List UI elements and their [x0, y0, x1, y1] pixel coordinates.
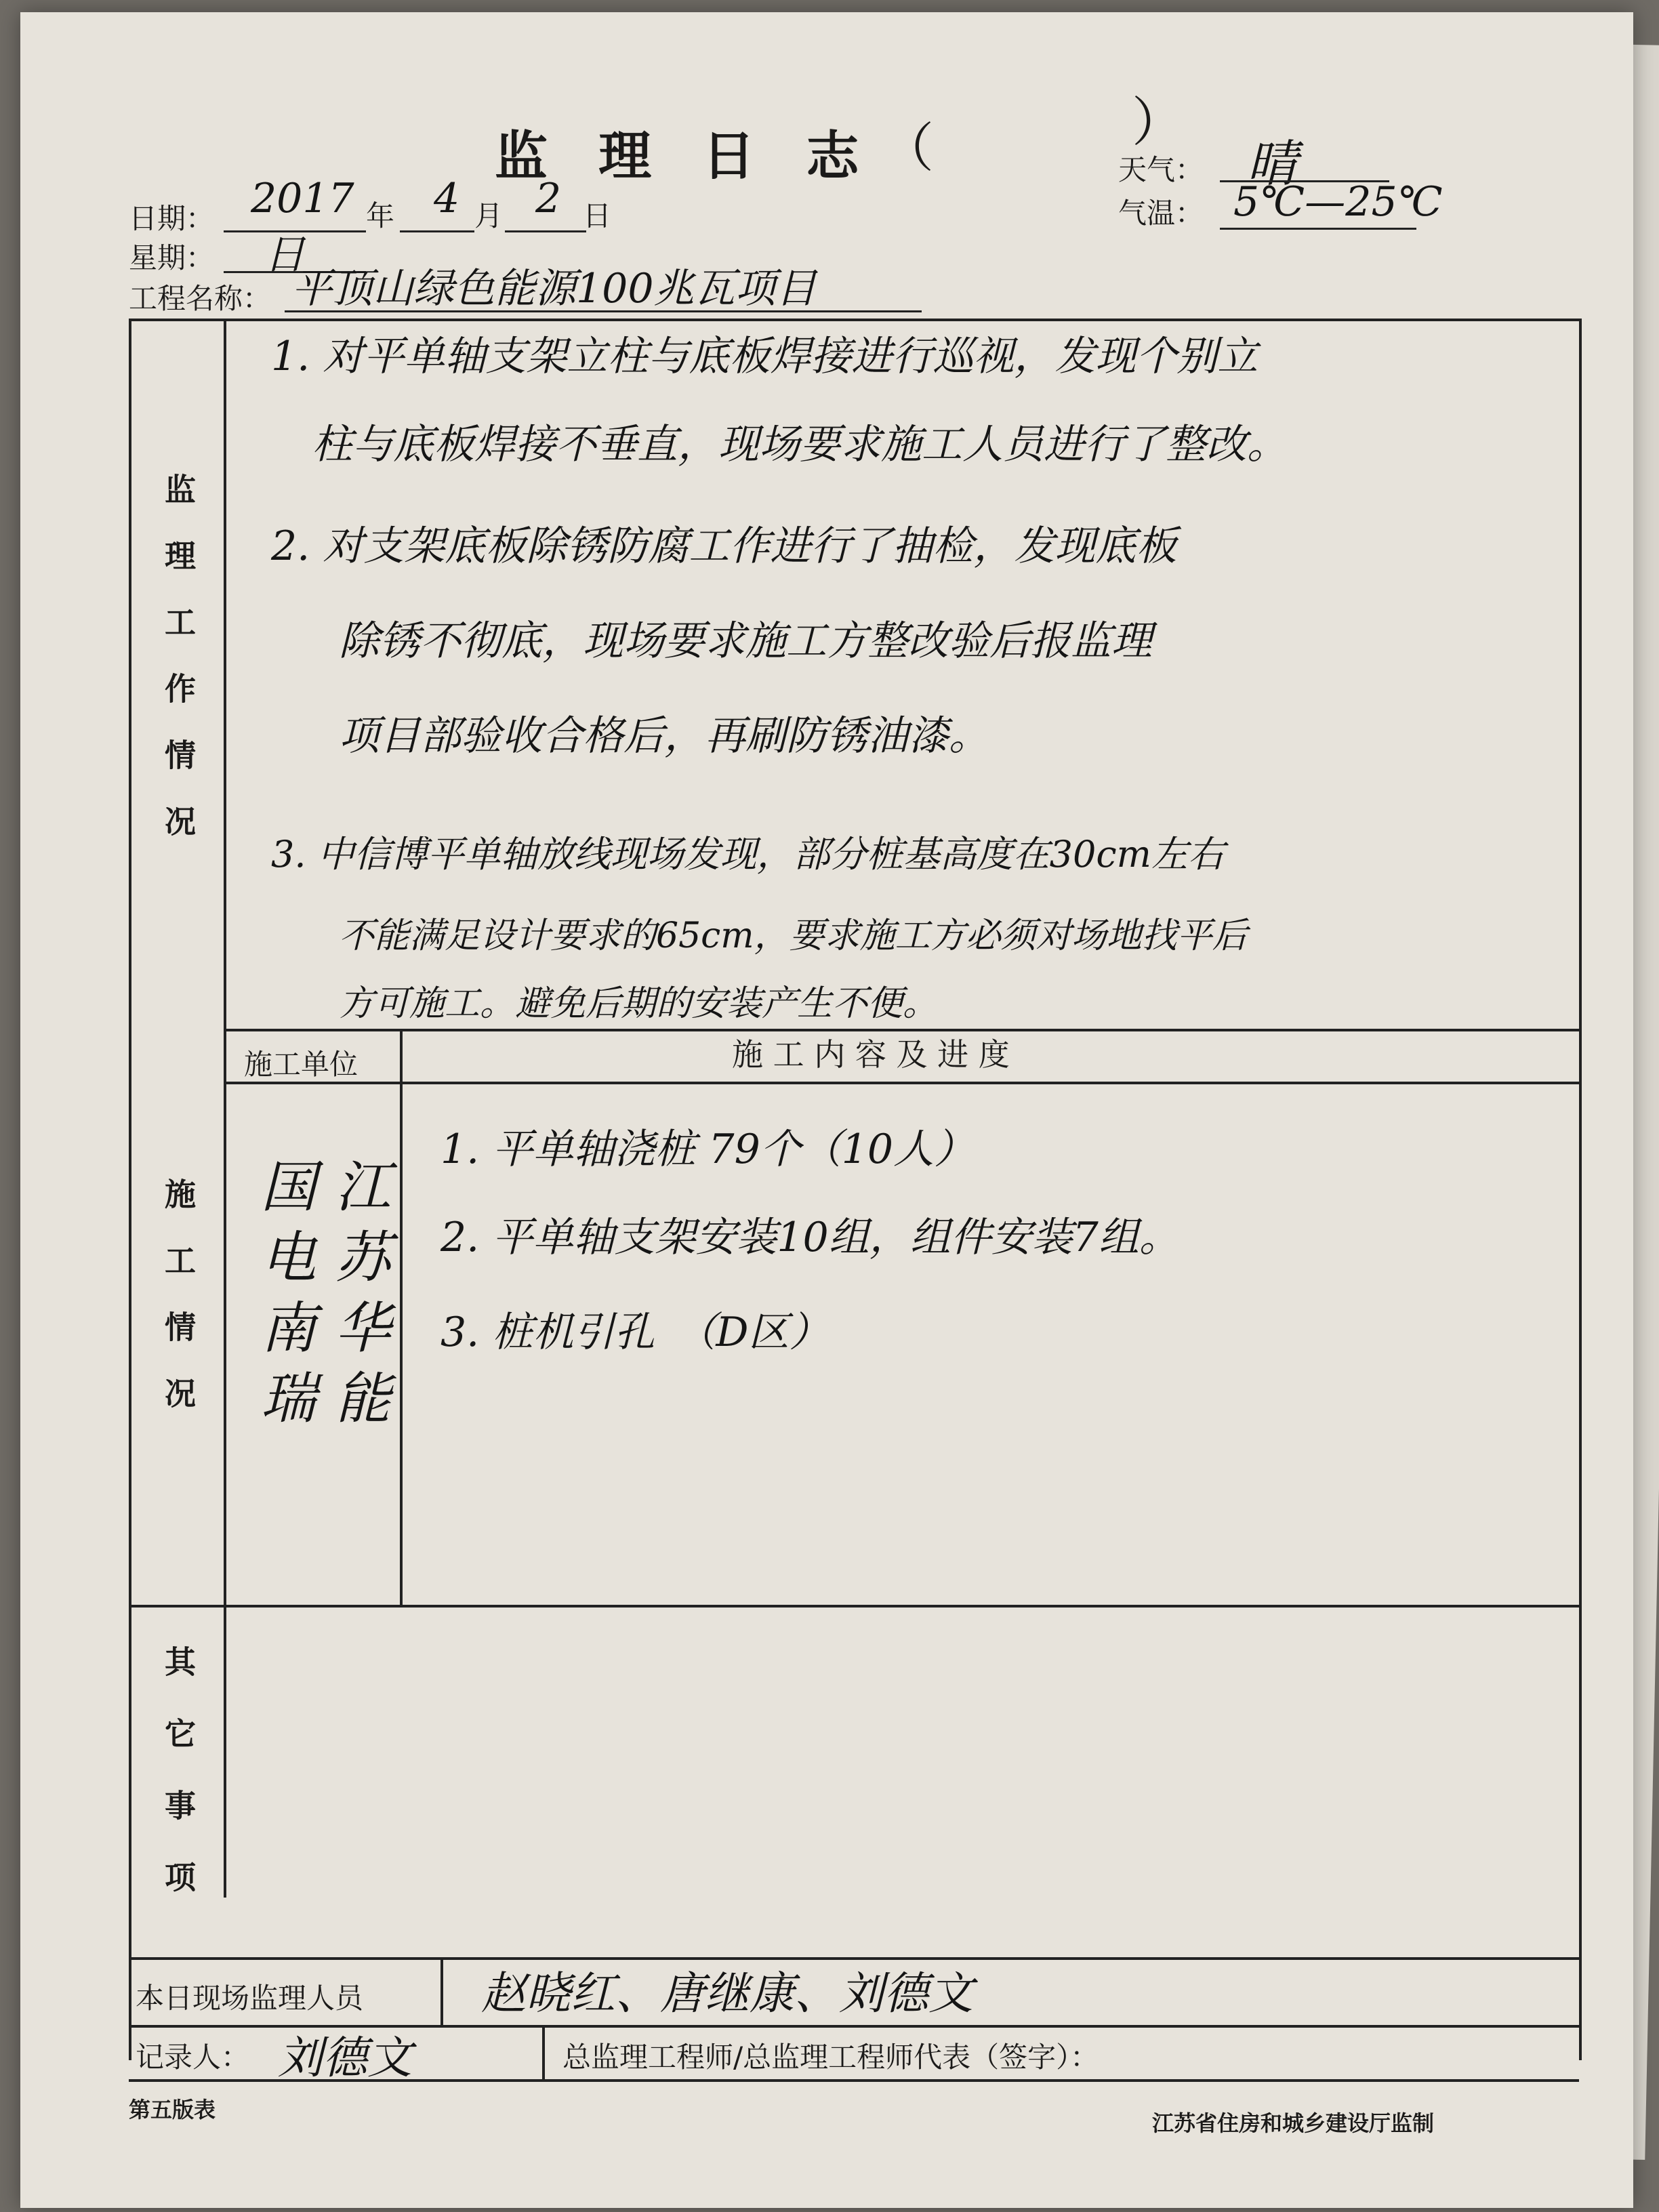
month-char: 月	[474, 199, 504, 232]
weather-value: 晴	[1247, 135, 1297, 193]
progress-column-header: 施 工 内 容 及 进 度	[732, 1036, 1010, 1073]
progress-line-1: 1. 平单轴浇桩 79个（10人）	[441, 1126, 975, 1173]
date-label: 日期：	[129, 202, 215, 235]
supervision-line-8: 方可施工。避免后期的安装产生不便。	[339, 983, 939, 1024]
temperature-label: 气温：	[1118, 197, 1204, 230]
title-paren-close: ）	[1132, 92, 1185, 153]
staff-label-divider	[441, 1957, 443, 2025]
unit-column-divider	[400, 1029, 403, 1605]
day-underline	[505, 230, 586, 232]
progress-line-2: 2. 平单轴支架安装10组，组件安装7组。	[441, 1214, 1180, 1261]
title-paren-open: （	[881, 118, 935, 179]
supervision-line-5: 项目部验收合格后，再刷防锈油漆。	[339, 712, 989, 760]
recorder-signature: 刘德文	[278, 2032, 412, 2084]
supervision-line-2: 柱与底板焊接不垂直，现场要求施工人员进行了整改。	[312, 421, 1288, 468]
temperature-value: 5℃—25℃	[1233, 178, 1443, 226]
project-value: 平顶山绿色能源100兆瓦项目	[291, 265, 817, 312]
table-bottom-border	[129, 2079, 1579, 2082]
recorder-divider	[542, 2025, 545, 2079]
supervision-line-1: 1. 对平单轴支架立柱与底板焊接进行巡视，发现个别立	[271, 333, 1258, 380]
year-char: 年	[366, 199, 395, 232]
date-month: 4	[434, 175, 460, 222]
supervision-line-3: 2. 对支架底板除锈防腐工作进行了抽检，发现底板	[271, 523, 1177, 570]
date-day: 2	[535, 175, 562, 222]
unit-column-header: 施工单位	[244, 1048, 359, 1081]
date-year: 2017	[251, 175, 354, 222]
progress-line-3: 3. 桩机引孔 （D区）	[441, 1309, 830, 1356]
table-top-border	[129, 319, 1579, 321]
form-version: 第五版表	[129, 2097, 216, 2123]
supervision-line-7: 不能满足设计要求的65cm，要求施工方必须对场地找平后	[339, 916, 1248, 956]
month-underline	[400, 230, 474, 232]
issuer-line: 江苏省住房和城乡建设厅监制	[1152, 2110, 1435, 2136]
section-divider-2	[129, 1605, 1579, 1607]
label-column-divider	[224, 319, 226, 1898]
unit-name-guodian-nanrui: 江苏华能	[326, 1158, 390, 1439]
supervision-line-6: 3. 中信博平单轴放线现场发现，部分桩基高度在30cm左右	[271, 833, 1225, 876]
page-title: 监 理 日 志	[495, 126, 876, 187]
temperature-underline	[1220, 228, 1416, 230]
weekday-value: 日	[264, 231, 305, 279]
construction-section-label: 施工情况	[160, 1178, 197, 1443]
project-underline	[285, 310, 922, 312]
chief-engineer-label: 总监理工程师/总监理工程师代表（签字）：	[562, 2041, 1099, 2074]
weather-label: 天气：	[1118, 153, 1204, 186]
other-section-label: 其它事项	[160, 1645, 197, 1933]
table-right-border	[1579, 319, 1582, 2060]
recorder-label: 记录人：	[136, 2041, 250, 2074]
weekday-label: 星期：	[129, 241, 215, 274]
unit-name-jiangsu-huaneng: 国电南瑞	[251, 1158, 316, 1439]
staff-label: 本日现场监理人员	[136, 1982, 364, 2015]
table-left-border	[129, 319, 131, 2060]
log-page	[20, 12, 1633, 2208]
supervision-section-label: 监理工作情况	[160, 473, 197, 872]
staff-names: 赵晓红、唐继康、刘德文	[481, 1967, 973, 2020]
supervision-line-4: 除锈不彻底，现场要求施工方整改验后报监理	[339, 617, 1152, 665]
header-row-divider	[224, 1082, 1579, 1084]
day-char: 日	[583, 199, 612, 232]
project-label: 工程名称：	[129, 282, 272, 315]
